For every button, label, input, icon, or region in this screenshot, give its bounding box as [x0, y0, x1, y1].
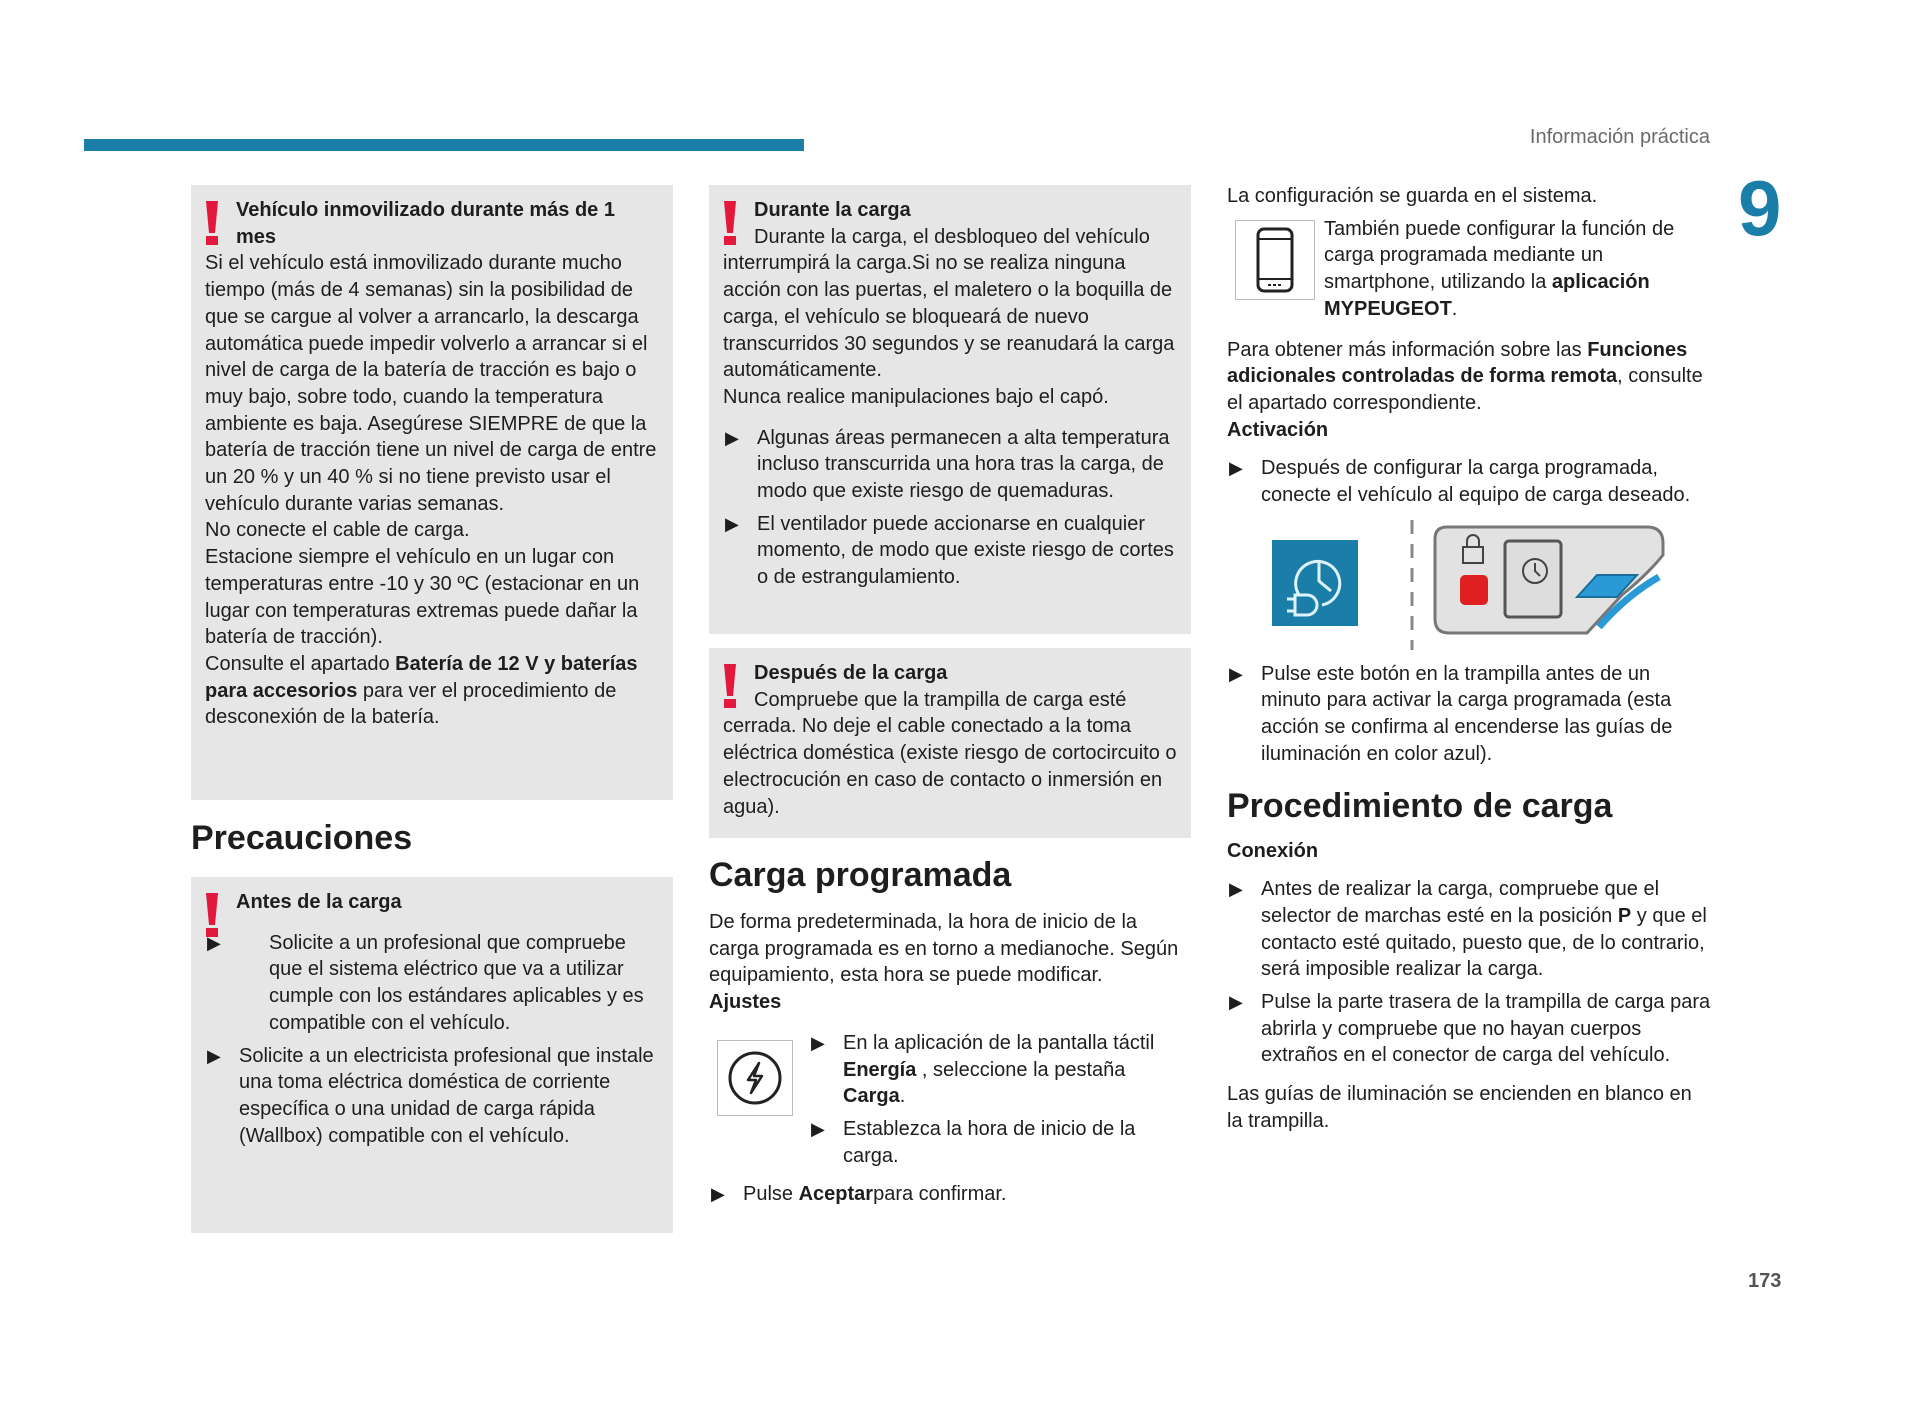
warning-title: Antes de la carga — [236, 891, 402, 913]
bold-text: P — [1617, 904, 1632, 927]
settings-steps — [709, 1030, 1191, 1170]
bold-text: Aceptar — [798, 1183, 874, 1206]
smartphone-icon — [1235, 220, 1315, 300]
warning-body — [205, 250, 659, 731]
intro-paragraph: De forma predeterminada, la hora de inicio de la carga programada es en torno a medianoche. Según equipamiento, esta hora se puede modificar. — [709, 911, 1179, 987]
text-segment: , seleccione la pestaña — [916, 1058, 1126, 1081]
bullet-arrow-icon: ▶ — [811, 1118, 825, 1139]
warning-icon — [723, 664, 737, 708]
heading-procedimiento-de-carga: Procedimiento de carga — [1227, 786, 1613, 825]
bullet-arrow-icon: ▶ — [1229, 663, 1243, 684]
info-paragraph — [1227, 337, 1712, 417]
warning-box-during-charge — [709, 185, 1191, 634]
chapter-number: 9 — [1738, 164, 1782, 252]
smartphone-note — [1227, 216, 1712, 323]
bullet-arrow-icon: ▶ — [207, 1045, 221, 1066]
list-item: ▶ Solicite a un profesional que compruebe que el sistema eléctrico que va a utilizar cumple con los estándares aplicables y es compatible con el vehículo. — [207, 931, 644, 1034]
bullet-arrow-icon: ▶ — [811, 1032, 825, 1053]
text-segment: . — [899, 1085, 906, 1108]
paragraph — [205, 651, 659, 731]
paragraph — [205, 517, 659, 544]
bold-text: Batería de 12 V y baterías para accesorios — [205, 652, 638, 702]
header-accent-bar — [84, 139, 804, 151]
warning-paragraph: Nunca realice manipulaciones bajo el capó. — [723, 385, 1109, 408]
closing-paragraph: Las guías de iluminación se encienden en blanco en la trampilla. — [1227, 1083, 1692, 1132]
list-item: ▶ Solicite a un electricista profesional que instale una toma eléctrica doméstica de corriente específica o una unidad de carga rápida (Wallbox) compatible con el vehículo. — [207, 1044, 654, 1147]
text-segment: Pulse la parte trasera de la trampilla de carga para abrirla y compruebe que no hayan cuerpos extraños en el conector de carga del vehículo. — [1261, 991, 1711, 1067]
scheduled-charge-button-illustration — [1227, 515, 1712, 655]
text-segment: y que el contacto esté quitado, puesto que, de lo contrario, será imposible realizar la carga. — [1261, 904, 1707, 981]
text-segment: . — [1451, 297, 1458, 320]
heading-carga-programada: Carga programada — [709, 856, 1012, 894]
bold-text: Funciones adicionales controladas de forma remota — [1227, 338, 1688, 388]
paragraph — [205, 250, 659, 517]
text-segment: Para obtener más información sobre las — [1227, 338, 1588, 361]
list-item — [809, 1116, 1191, 1169]
bullet-arrow-icon: ▶ — [1229, 458, 1243, 479]
list-item — [1227, 876, 1712, 983]
text-segment: Estacione siempre el vehículo en un lugar con temperaturas entre -10 y 30 ºC (estacionar en un lugar con temperaturas extremas puede dañar la batería de tracción). — [205, 546, 640, 649]
list-item: ▶ Pulse este botón en la trampilla antes de un minuto para activar la carga programada (esta acción se confirma al encenderse las guías de iluminación en color azul). — [1229, 662, 1673, 765]
text-segment: Si el vehículo está inmovilizado durante mucho tiempo (más de 4 semanas) sin la posibilidad de que se cargue al volver a arrancarlo, la descarga automática puede impedir volverlo a arrancar si el nivel de carga de la batería de tracción es bajo o muy bajo, sobre todo, cuando la temperatura ambiente es baja. Asegúrese SIEMPRE de que la batería de tracción tiene un nivel de carga de entre un 20 % y un 40 % si no tiene previsto usar el vehículo durante varias semanas. — [205, 252, 657, 515]
bold-text: Carga — [843, 1085, 900, 1108]
bold-text: aplicación MYPEUGEOT — [1324, 271, 1650, 320]
page-number: 173 — [1748, 1270, 1782, 1292]
warning-title: Vehículo inmovilizado durante más de 1 mes — [236, 199, 615, 248]
warning-paragraph: Compruebe que la trampilla de carga esté cerrada. No deje el cable conectado a la toma eléctrica doméstica (existe riesgo de cortocircuito o electrocución en caso de contacto o inmersión en agua). — [723, 688, 1177, 818]
list-item — [1227, 989, 1712, 1069]
bullet-arrow-icon: ▶ — [725, 513, 739, 534]
warning-icon — [205, 201, 219, 245]
text-segment: Pulse — [743, 1183, 799, 1206]
text-segment: También puede configurar la función de carga programada mediante un smartphone, utilizando la — [1324, 217, 1675, 294]
heading-precauciones: Precauciones — [191, 819, 413, 857]
list-item: ▶ Algunas áreas permanecen a alta temperatura incluso transcurrida una hora tras la carga, de modo que existe riesgo de quemaduras. — [725, 426, 1170, 503]
subheading-conexion: Conexión — [1227, 839, 1319, 862]
text-segment: , consulte el apartado correspondiente. — [1227, 365, 1703, 414]
bullet-arrow-icon: ▶ — [1229, 879, 1243, 900]
bullet-arrow-icon: ▶ — [725, 427, 739, 448]
warning-title: Después de la carga — [754, 662, 948, 684]
text-segment: Consulte el apartado — [205, 652, 396, 675]
section-title: Información práctica — [1529, 126, 1710, 148]
warning-box-before-charge — [191, 877, 673, 1233]
text-segment: para confirmar. — [873, 1183, 1007, 1206]
text-segment: En la aplicación de la pantalla táctil — [843, 1031, 1155, 1054]
list-item: ▶ El ventilador puede accionarse en cualquier momento, de modo que existe riesgo de cortes o de estrangulamiento. — [725, 512, 1174, 589]
text-segment: Establezca la hora de inicio de la carga. — [843, 1117, 1136, 1167]
list-item: ▶ Después de configurar la carga programada, conecte el vehículo al equipo de carga deseado. — [1229, 457, 1691, 507]
charge-flap-illustration — [1227, 515, 1712, 655]
bullet-arrow-icon: ▶ — [711, 1184, 725, 1205]
list-item — [809, 1030, 1191, 1110]
subheading-activacion: Activación — [1227, 418, 1329, 441]
energy-app-icon — [717, 1040, 793, 1116]
bullet-arrow-icon: ▶ — [1229, 992, 1243, 1013]
saved-note: La configuración se guarda en el sistema. — [1227, 185, 1598, 207]
paragraph — [205, 544, 659, 651]
scheduled-charge-section — [709, 855, 1191, 1208]
warning-title: Durante la carga — [754, 199, 911, 221]
column-3 — [1227, 183, 1712, 1135]
text-segment: Antes de realizar la carga, compruebe que el selector de marchas esté en la posición — [1261, 878, 1660, 927]
list-item — [709, 1181, 1191, 1208]
warning-box-after-charge — [709, 648, 1191, 838]
text-segment: para ver el procedimiento de desconexión de la batería. — [205, 679, 617, 729]
warning-icon — [723, 201, 737, 245]
bold-text: Energía — [843, 1058, 917, 1081]
text-segment: No conecte el cable de carga. — [205, 519, 470, 542]
bullet-arrow-icon: ▶ — [207, 932, 221, 953]
warning-paragraph: Durante la carga, el desbloqueo del vehículo interrumpirá la carga.Si no se realiza ninguna acción con las puertas, el maletero o la boquilla de carga, el vehículo se bloqueará de nuevo transcurridos 30 segundos y se reanudará la carga automáticamente. — [723, 225, 1175, 382]
subheading-ajustes: Ajustes — [709, 991, 782, 1014]
warning-box-immobilized — [191, 185, 673, 800]
